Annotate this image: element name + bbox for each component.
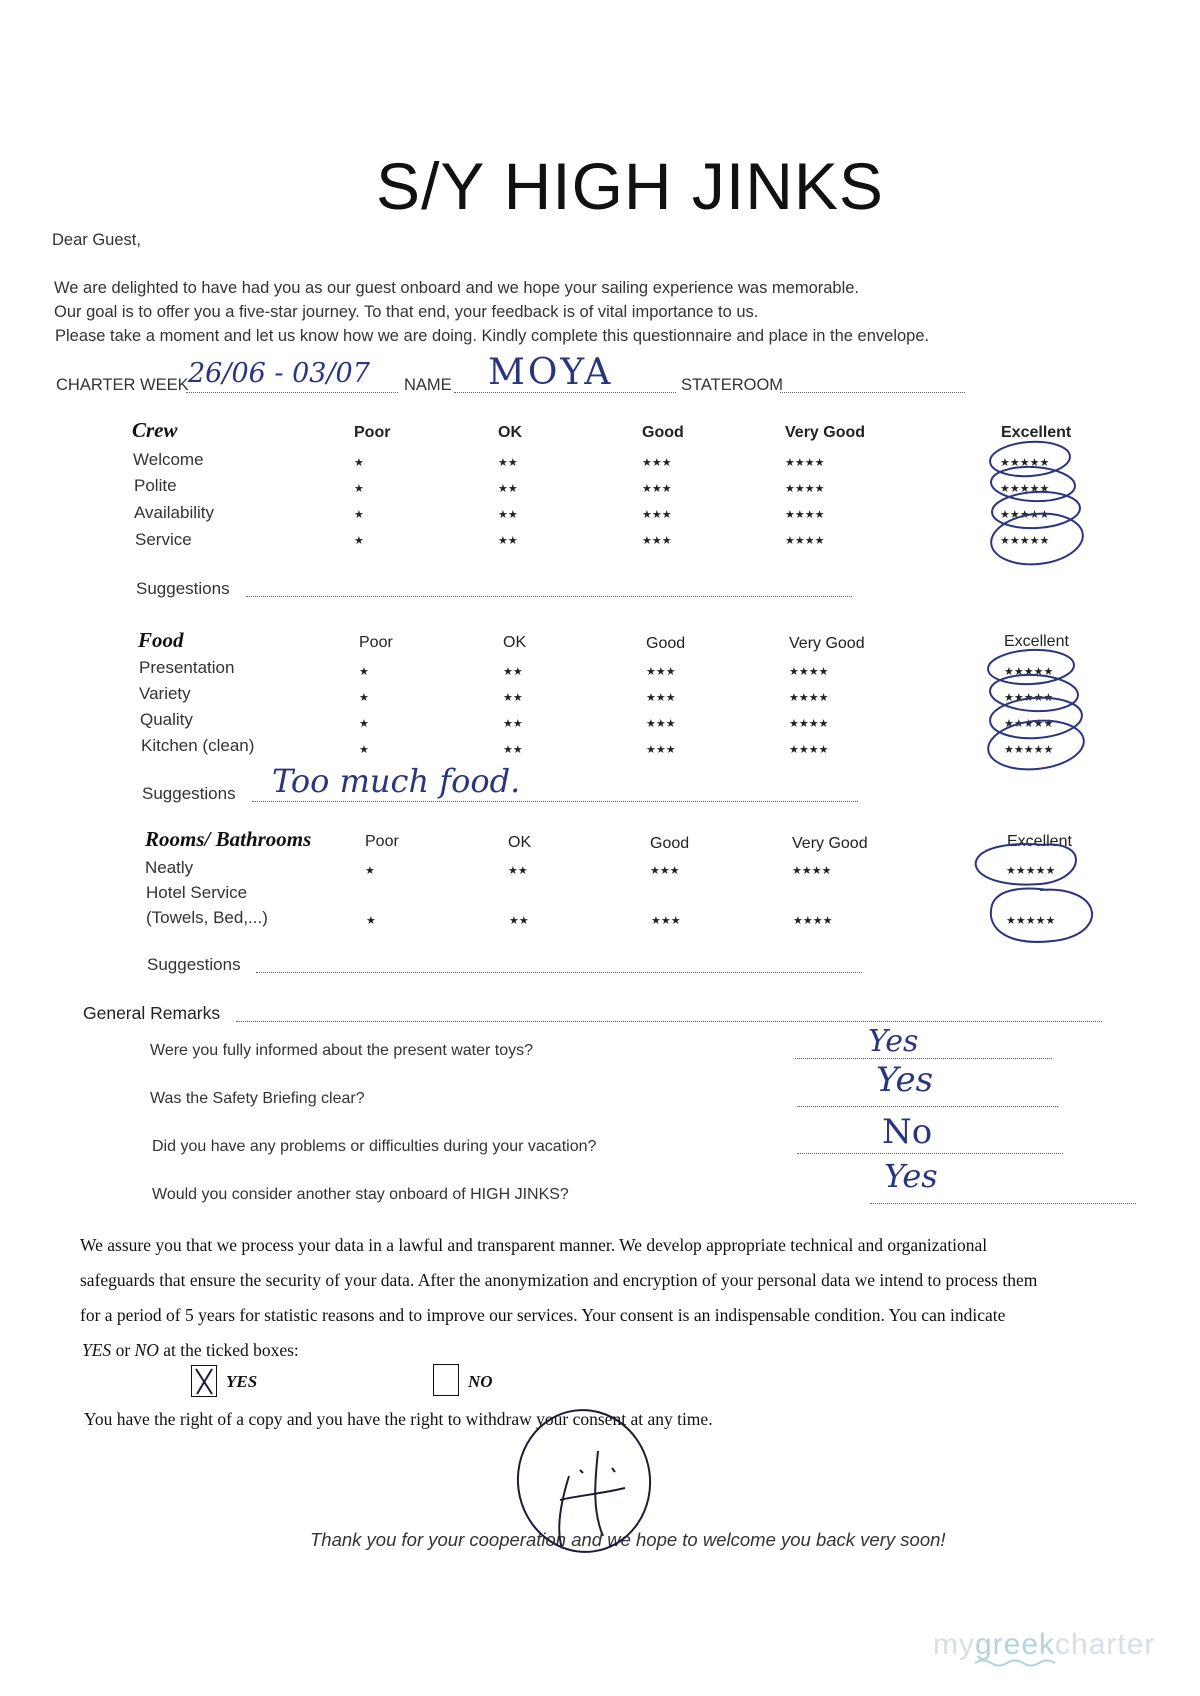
header-good: Good [646,635,686,652]
charter-week-label: CHARTER WEEK [56,376,189,394]
answer-4[interactable]: Yes [884,1157,938,1195]
checkbox-checked-icon [191,1365,217,1397]
rating-star[interactable]: ★★ [503,666,523,678]
rating-star[interactable]: ★ [354,535,364,547]
crew-row-service: Service [135,530,192,549]
section-title-rooms: Rooms/ Bathrooms [145,827,312,851]
watermark-suffix: charter [1055,1628,1156,1661]
rights-text: You have the right of a copy and you have the right to withdraw your consent at any time. [84,1409,713,1429]
header-poor: Poor [354,424,391,441]
consent-yes-checkbox[interactable] [191,1365,217,1397]
crew-row-polite: Polite [134,476,177,495]
legal-line-3: for a period of 5 years for statistic reasons and to improve our services. Your consent is an indispensable condition. You can indicate [80,1305,1006,1325]
rating-star[interactable]: ★★★★★ [1004,744,1054,756]
crew-row-welcome: Welcome [133,450,204,469]
question-2: Was the Safety Briefing clear? [150,1090,365,1107]
rating-star[interactable]: ★★★★★ [1000,535,1050,547]
consent-no-checkbox[interactable] [433,1364,459,1396]
watermark-brand: greek [975,1628,1056,1661]
header-excellent: Excellent [1004,633,1069,650]
rating-star[interactable]: ★★★★ [789,744,829,756]
header-ok: OK [503,634,527,651]
answer-1[interactable]: Yes [868,1024,919,1059]
rating-star[interactable]: ★★★★★ [1006,865,1056,877]
rating-star[interactable]: ★★★★ [792,865,832,877]
intro-line-1: We are delighted to have had you as our guest onboard and we hope your sailing experience was memorable. [54,279,860,297]
rooms-row-hotel-service-detail: (Towels, Bed,...) [146,908,268,927]
rating-star[interactable]: ★★★ [646,666,676,678]
food-row-kitchen: Kitchen (clean) [141,736,255,755]
crew-row-availability: Availability [134,503,215,522]
rating-star[interactable]: ★ [359,692,369,704]
header-very-good: Very Good [792,835,868,852]
rating-star[interactable]: ★★ [503,718,523,730]
rating-star[interactable]: ★★★ [642,457,672,469]
header-very-good: Very Good [785,424,866,441]
rating-star[interactable]: ★★★★ [789,666,829,678]
answer-3[interactable]: No [882,1112,933,1152]
rating-star[interactable]: ★★ [498,509,518,521]
question-3: Did you have any problems or difficulties during your vacation? [152,1138,597,1155]
rating-star[interactable]: ★★★★★ [1000,509,1050,521]
rating-star[interactable]: ★★ [498,483,518,495]
rating-star[interactable]: ★★★★★ [1006,915,1056,927]
greeting: Dear Guest, [52,231,141,249]
legal-line-4 [82,1333,299,1368]
rating-star[interactable]: ★★★ [650,865,680,877]
rating-star[interactable]: ★★★★★ [1004,692,1054,704]
rating-star[interactable]: ★★★ [642,535,672,547]
header-excellent: Excellent [1001,424,1072,441]
rating-star[interactable]: ★★★★ [789,718,829,730]
stateroom-label: STATEROOM [681,376,784,394]
rating-star[interactable]: ★★★ [646,718,676,730]
legal-line-1: We assure you that we process your data in a lawful and transparent manner. We develop appropriate technical and organizational [80,1235,988,1255]
consent-no-label: NO [468,1372,493,1391]
rating-star[interactable]: ★★★ [642,483,672,495]
rating-star[interactable]: ★ [359,666,369,678]
section-title-food: Food [138,628,184,652]
rooms-row-hotel-service: Hotel Service [146,883,248,902]
crew-suggestions-label: Suggestions [136,579,230,598]
answer-line-3[interactable] [797,1153,1063,1154]
rating-star[interactable]: ★★★★ [793,915,833,927]
name-label: NAME [404,376,452,394]
header-poor: Poor [359,634,393,651]
rating-star[interactable]: ★★★ [651,915,681,927]
food-suggestions-label: Suggestions [142,784,236,803]
rooms-row-neatly: Neatly [145,858,194,877]
rating-star[interactable]: ★★★ [646,744,676,756]
rating-star[interactable]: ★★ [508,865,528,877]
rating-star[interactable]: ★★★★ [785,483,825,495]
intro-line-3: Please take a moment and let us know how we are doing. Kindly complete this questionnaire and place in the envelope. [55,327,930,345]
rating-star[interactable]: ★ [354,457,364,469]
answer-line-2[interactable] [797,1106,1058,1107]
charter-week-value[interactable]: 26/06 - 03/07 [188,358,370,389]
rating-star[interactable]: ★★★★ [785,509,825,521]
consent-yes-label: YES [226,1372,258,1391]
rating-star[interactable]: ★★★★★ [1000,483,1050,495]
food-row-quality: Quality [140,710,193,729]
name-value[interactable]: MOYA [488,352,614,393]
food-suggestions-value[interactable]: Too much food. [272,762,521,800]
rating-star[interactable]: ★ [359,718,369,730]
header-excellent: Excellent [1007,833,1072,850]
legal-line-2: safeguards that ensure the security of your data. After the anonymization and encryption of your personal data we intend to process them [80,1270,1038,1290]
food-suggestions-line[interactable] [252,801,858,802]
general-remarks-label: General Remarks [83,1003,221,1023]
intro-line-2: Our goal is to offer you a five-star journey. To that end, your feedback is of vital importance to us. [54,303,759,321]
rating-star[interactable]: ★★★★ [789,692,829,704]
legal-no-word: NO [134,1340,159,1360]
watermark [933,1628,1155,1662]
question-1: Were you fully informed about the present water toys? [150,1042,534,1059]
legal-yes-word: YES [82,1340,112,1360]
stateroom-line [780,392,965,393]
rating-star[interactable]: ★ [365,865,375,877]
rating-star[interactable]: ★★ [509,915,529,927]
rating-star[interactable]: ★★★★★ [1004,718,1054,730]
header-ok: OK [508,834,532,851]
rating-star[interactable]: ★★★ [642,509,672,521]
header-poor: Poor [365,833,399,850]
rating-star[interactable]: ★★★★ [785,535,825,547]
crew-suggestions-line[interactable] [246,596,852,597]
header-good: Good [642,424,684,441]
general-remarks-line[interactable] [236,1021,1102,1022]
rating-star[interactable]: ★★ [503,692,523,704]
thanks-text: Thank you for your cooperation and we hope to welcome you back very soon! [310,1529,946,1550]
rating-star[interactable]: ★ [354,483,364,495]
rating-star[interactable]: ★★★★★ [1004,666,1054,678]
legal-line-4-end: at the ticked boxes: [158,1340,299,1360]
answer-line-4[interactable] [870,1203,1136,1204]
rating-star[interactable]: ★ [366,915,376,927]
answer-line-1[interactable] [795,1058,1052,1059]
rating-star[interactable]: ★★★★ [785,457,825,469]
charter-week-line [186,392,398,393]
rating-star[interactable]: ★★ [498,535,518,547]
rooms-suggestions-line[interactable] [256,972,862,973]
answer-2[interactable]: Yes [876,1060,934,1100]
food-row-presentation: Presentation [139,658,235,677]
header-very-good: Very Good [789,635,865,652]
form-title: S/Y HIGH JINKS [376,149,884,223]
question-4: Would you consider another stay onboard of HIGH JINKS? [152,1186,569,1203]
rating-star[interactable]: ★ [359,744,369,756]
rating-star[interactable]: ★ [354,509,364,521]
food-row-variety: Variety [139,684,191,703]
header-good: Good [650,835,690,852]
rating-star[interactable]: ★★★ [646,692,676,704]
watermark-prefix: my [933,1628,975,1661]
rating-star[interactable]: ★★ [498,457,518,469]
rating-star[interactable]: ★★ [503,744,523,756]
rating-star[interactable]: ★★★★★ [1000,457,1050,469]
rooms-suggestions-label: Suggestions [147,955,241,974]
section-title-crew: Crew [132,418,178,442]
legal-or-word: or [111,1340,135,1360]
header-ok: OK [498,424,522,441]
